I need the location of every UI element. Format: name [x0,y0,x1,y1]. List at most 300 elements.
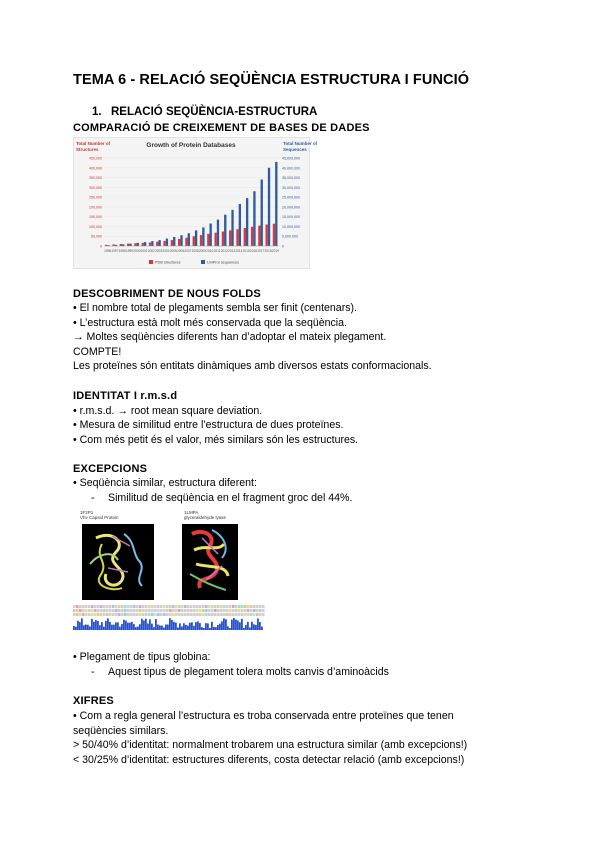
x-tick-label: 2008 [191,249,199,253]
alignment-cell [130,609,133,612]
conservation-bar [247,622,249,630]
conservation-bar [209,628,211,630]
alignment-cell [76,613,79,616]
conservation-bar [101,622,103,630]
alignment-cell [175,605,178,608]
alignment-cell [232,609,235,612]
alignment-cell [262,605,265,608]
chart-svg [74,138,318,268]
bar-pdb [149,242,151,246]
alignment-cell [184,613,187,616]
legend-swatch [149,260,153,264]
bar-uniprot [158,240,160,246]
conservation-bar [77,621,79,630]
conservation-bar [237,620,239,630]
alignment-cell [169,613,172,616]
alignment-cell [124,605,127,608]
protein-right-id: 1LMPA [184,510,199,515]
conservation-bar [95,620,97,630]
rmsd-line-1: • r.m.s.d. → root mean square deviation. [73,405,263,417]
conservation-bar [165,624,167,630]
alignment-cell [199,609,202,612]
left-tick-label: 450,000 [89,156,102,161]
conservation-bar [181,626,183,630]
alignment-cell [256,605,259,608]
protein-structure-right-image [182,524,238,600]
conservation-bar [163,627,165,630]
alignment-cell [172,609,175,612]
conservation-bar [245,625,247,630]
alignment-cell [106,609,109,612]
x-tick-label: 2002 [147,249,155,253]
alignment-cell [211,609,214,612]
alignment-cell [238,605,241,608]
conservation-bar [113,625,115,630]
x-tick-label: 2016 [249,249,258,253]
alignment-cell [208,609,211,612]
conservation-bar [135,627,137,630]
x-tick-label: 2000 [133,249,141,253]
alignment-cell [73,609,76,612]
alignment-cell [205,605,208,608]
alignment-cell [151,609,154,612]
alignment-cell [97,605,100,608]
alignment-cell [241,605,244,608]
alignment-cell [148,609,151,612]
conservation-bar [235,620,237,630]
alignment-cell [133,605,136,608]
conservation-bar [157,625,159,630]
alignment-cell [136,613,139,616]
x-tick-label: 2012 [220,249,228,253]
left-tick-label: 50,000 [91,234,102,239]
conservation-bar [177,627,179,630]
alignment-cell [205,609,208,612]
alignment-cell [172,613,175,616]
alignment-cell [244,609,247,612]
folds-line-4: COMPTE! [73,346,122,358]
x-tick-label: 2018 [264,249,272,253]
alignment-cell [256,609,259,612]
bar-uniprot [202,227,204,246]
alignment-cell [226,605,229,608]
conservation-bar [229,628,231,630]
left-axis-label: Structures [76,147,99,152]
xifres-heading: XIFRES [73,695,114,707]
alignment-cell [163,609,166,612]
bar-pdb [222,232,224,246]
alignment-cell [205,613,208,616]
x-tick-label: 1998 [118,249,126,253]
alignment-cell [193,613,196,616]
folds-line-1: • El nombre total de plegaments sembla ser finit (centenars). [73,302,357,314]
conservation-bar [131,622,133,630]
alignment-cell [202,613,205,616]
conservation-bar [159,626,161,630]
conservation-bar [151,624,153,630]
x-tick-label: 2011 [213,249,221,253]
conservation-bar [259,622,261,630]
subsection-heading: COMPARACIÓ DE CREIXEMENT DE BASES DE DADES [73,122,370,134]
bar-uniprot [173,237,175,246]
conservation-bar [215,627,217,630]
x-tick-label: 2001 [140,249,148,253]
alignment-cell [220,613,223,616]
bar-pdb [258,226,260,246]
alignment-cell [130,605,133,608]
conservation-bar [79,622,81,630]
alignment-cell [193,605,196,608]
alignment-cell [127,609,130,612]
alignment-cell [148,613,151,616]
alignment-cell [262,609,265,612]
conservation-bar [97,621,99,630]
alignment-cell [94,609,97,612]
alignment-cell [133,609,136,612]
protein-left-id: 1F2P1 [80,510,94,515]
dash-1: - [91,492,95,504]
bar-uniprot [166,239,168,246]
left-tick-label: 100,000 [89,224,102,229]
section-number: 1. [92,106,102,118]
alignment-cell [160,605,163,608]
alignment-cell [91,613,94,616]
conservation-bar [219,624,221,630]
bar-pdb [200,235,202,246]
bar-pdb [236,229,238,246]
alignment-cell [181,605,184,608]
alignment-cell [214,609,217,612]
alignment-cell [142,605,145,608]
alignment-cell [208,613,211,616]
alignment-cell [253,605,256,608]
conservation-bar [187,626,189,630]
x-tick-label: 2017 [257,249,265,253]
bar-uniprot [122,244,124,246]
alignment-cell [235,613,238,616]
alignment-cell [223,605,226,608]
alignment-cell [97,609,100,612]
alignment-cell [238,609,241,612]
conservation-bar [217,625,219,630]
alignment-cell [166,609,169,612]
conservation-bar [119,627,121,630]
growth-chart [73,137,318,269]
alignment-cell [184,605,187,608]
bar-pdb [185,238,187,246]
rmsd-heading: IDENTITAT I r.m.s.d [73,390,178,402]
alignment-cell [148,605,151,608]
alignment-cell [76,605,79,608]
conservation-bar [125,621,127,630]
alignment-cell [115,613,118,616]
bar-uniprot [253,191,255,246]
conservation-bar [167,625,169,630]
conservation-bar [133,624,135,630]
alignment-cell [202,609,205,612]
conservation-bar [211,622,213,630]
x-tick-label: 2019 [271,249,279,253]
alignment-cell [160,613,163,616]
conservation-bar [145,619,147,630]
bar-uniprot [180,235,182,246]
right-tick-label: 15,000,000 [282,215,300,220]
bar-uniprot [188,233,190,246]
alignment-cell [82,613,85,616]
sequence-alignment-image [73,604,263,630]
alignment-cell [154,605,157,608]
excepcions-heading: EXCEPCIONS [73,463,148,475]
bar-pdb [178,239,180,246]
excepcions-sub-2: Aquest tipus de plegament tolera molts canvis d’aminoàcids [108,666,389,678]
alignment-cell [214,613,217,616]
alignment-cell [79,609,82,612]
x-tick-label: 1999 [125,249,134,253]
right-tick-label: 10,000,000 [282,224,300,229]
alignment-cell [253,613,256,616]
alignment-cell [244,613,247,616]
alignment-cell [100,613,103,616]
alignment-cell [112,609,115,612]
alignment-cell [214,605,217,608]
alignment-cell [259,613,262,616]
conservation-bar [89,626,91,630]
alignment-cell [106,613,109,616]
alignment-cell [106,605,109,608]
alignment-cell [196,613,199,616]
alignment-cell [163,613,166,616]
alignment-cell [73,605,76,608]
alignment-cell [241,613,244,616]
alignment-cell [250,613,253,616]
bar-pdb [171,240,173,246]
x-tick-label: 1997 [111,249,119,253]
x-tick-label: 2009 [198,249,206,253]
conservation-bar [155,619,157,630]
xifres-line-3: > 50/40% d’identitat: normalment trobarem una estructura similar (amb excepcions!) [73,739,468,751]
alignment-cell [103,613,106,616]
alignment-cell [175,609,178,612]
conservation-bar [123,620,125,630]
conservation-bar [195,622,197,630]
conservation-bar [139,624,141,630]
alignment-cell [157,605,160,608]
alignment-cell [163,605,166,608]
right-tick-label: 45,000,000 [282,156,300,161]
alignment-cell [247,613,250,616]
alignment-cell [157,609,160,612]
x-tick-label: 2013 [228,249,236,253]
protein-right-name: glyceraldehyde lyase [184,515,227,520]
conservation-bar [225,619,227,630]
alignment-cell [100,605,103,608]
alignment-cell [112,605,115,608]
alignment-cell [91,605,94,608]
alignment-cell [79,613,82,616]
alignment-cell [202,605,205,608]
conservation-bar [197,621,199,630]
protein-left-caption [80,510,119,520]
alignment-cell [85,605,88,608]
bar-uniprot [217,220,219,246]
alignment-cell [181,609,184,612]
alignment-cell [145,605,148,608]
alignment-cell [211,605,214,608]
alignment-cell [76,609,79,612]
alignment-cell [103,609,106,612]
alignment-cell [142,609,145,612]
alignment-cell [166,605,169,608]
conservation-bar [99,625,101,630]
alignment-cell [217,613,220,616]
left-tick-label: 300,000 [89,185,102,190]
conservation-bar [251,622,253,630]
x-tick-label: 2005 [169,249,177,253]
conservation-bar [83,625,85,630]
conservation-bar [227,626,229,630]
alignment-cell [232,605,235,608]
conservation-bar [249,627,251,630]
alignment-cell [211,613,214,616]
conservation-bar [137,627,139,630]
conservation-bar [169,618,171,630]
alignment-cell [175,613,178,616]
alignment-cell [241,609,244,612]
conservation-bar [189,623,191,630]
alignment-cell [130,613,133,616]
bar-pdb [273,224,275,246]
alignment-cell [136,609,139,612]
conservation-bar [109,622,111,630]
folds-line-2: • L’estructura està molt més conservada que la seqüència. [73,317,347,329]
right-tick-label: 40,000,000 [282,166,300,171]
alignment-cell [124,609,127,612]
bar-uniprot [246,198,248,246]
conservation-bar [193,626,195,630]
alignment-cell [85,613,88,616]
right-tick-label: 25,000,000 [282,195,300,200]
alignment-cell [229,605,232,608]
section-heading: RELACIÓ SEQÜÈNCIA-ESTRUCTURA [111,106,318,118]
rmsd-line-2: • Mesura de similitud entre l’estructura de dues proteïnes. [73,419,344,431]
conservation-bar [129,623,131,630]
alignment-cell [115,605,118,608]
conservation-bar [213,627,215,630]
x-tick-label: 2003 [155,249,163,253]
conservation-bar [241,619,243,630]
conservation-bar [115,622,117,630]
conservation-bar [205,623,207,630]
bar-pdb [244,228,246,246]
alignment-cell [118,609,121,612]
alignment-cell [154,609,157,612]
alignment-cell [133,613,136,616]
bar-pdb [142,243,144,246]
alignment-cell [172,605,175,608]
conservation-bar [183,623,185,630]
alignment-cell [226,613,229,616]
conservation-bar [93,622,95,630]
alignment-cell [88,613,91,616]
bar-pdb [163,241,165,246]
conservation-bar [203,628,205,630]
alignment-cell [223,609,226,612]
conservation-bar [243,628,245,630]
alignment-cell [100,609,103,612]
excepcions-sub-1: Similitud de seqüència en el fragment groc del 44%. [108,492,353,504]
conservation-bar [261,627,263,630]
alignment-cell [235,609,238,612]
conservation-bar [173,622,175,630]
legend-swatch [201,260,205,264]
alignment-cell [82,609,85,612]
alignment-cell [178,605,181,608]
alignment-cell [196,605,199,608]
bar-uniprot [231,210,233,246]
alignment-cell [166,613,169,616]
conservation-bar [179,623,181,630]
alignment-cell [181,613,184,616]
alignment-cell [109,613,112,616]
alignment-cell [151,605,154,608]
conservation-bar [111,625,113,630]
right-axis-label: Total Number of [283,141,318,146]
conservation-bar [221,621,223,630]
bar-uniprot [239,204,241,246]
alignment-cell [244,605,247,608]
left-tick-label: 0 [100,244,102,249]
protein-left-name: Vhv Capsid Protein [80,515,119,520]
alignment-cell [190,605,193,608]
x-tick-label: 2010 [206,249,214,253]
conservation-bar [141,619,143,630]
alignment-cell [124,613,127,616]
alignment-cell [250,609,253,612]
alignment-cell [178,609,181,612]
alignment-cell [259,609,262,612]
conservation-bar [73,626,75,630]
alignment-cell [187,609,190,612]
folds-line-3: → Moltes seqüències diferents han d’adoptar el mateix plegament. [73,331,387,343]
alignment-cell [220,605,223,608]
bar-pdb [156,242,158,246]
alignment-cell [208,605,211,608]
alignment-cell [223,613,226,616]
alignment-cell [145,613,148,616]
alignment-cell [196,609,199,612]
alignment-cell [139,605,142,608]
bar-pdb [127,244,129,246]
right-axis-label: Sequences [283,147,307,152]
alignment-cell [88,605,91,608]
alignment-cell [154,613,157,616]
alignment-cell [118,613,121,616]
conservation-bar [153,627,155,630]
alignment-cell [259,605,262,608]
alignment-cell [121,609,124,612]
xifres-line-1: • Com a regla general l’estructura es troba conservada entre proteïnes que tenen [73,710,454,722]
alignment-cell [169,605,172,608]
left-tick-label: 150,000 [89,215,102,220]
bar-uniprot [261,180,263,246]
conservation-bar [253,624,255,630]
xifres-line-4: < 30/25% d’identitat: estructures diferents, costa detectar relació (amb excepcions!) [73,754,465,766]
xifres-line-2: seqüències similars. [73,725,169,737]
conservation-bar [223,618,225,630]
protein-right-caption [184,510,226,520]
conservation-bar [239,622,241,630]
alignment-cell [169,609,172,612]
